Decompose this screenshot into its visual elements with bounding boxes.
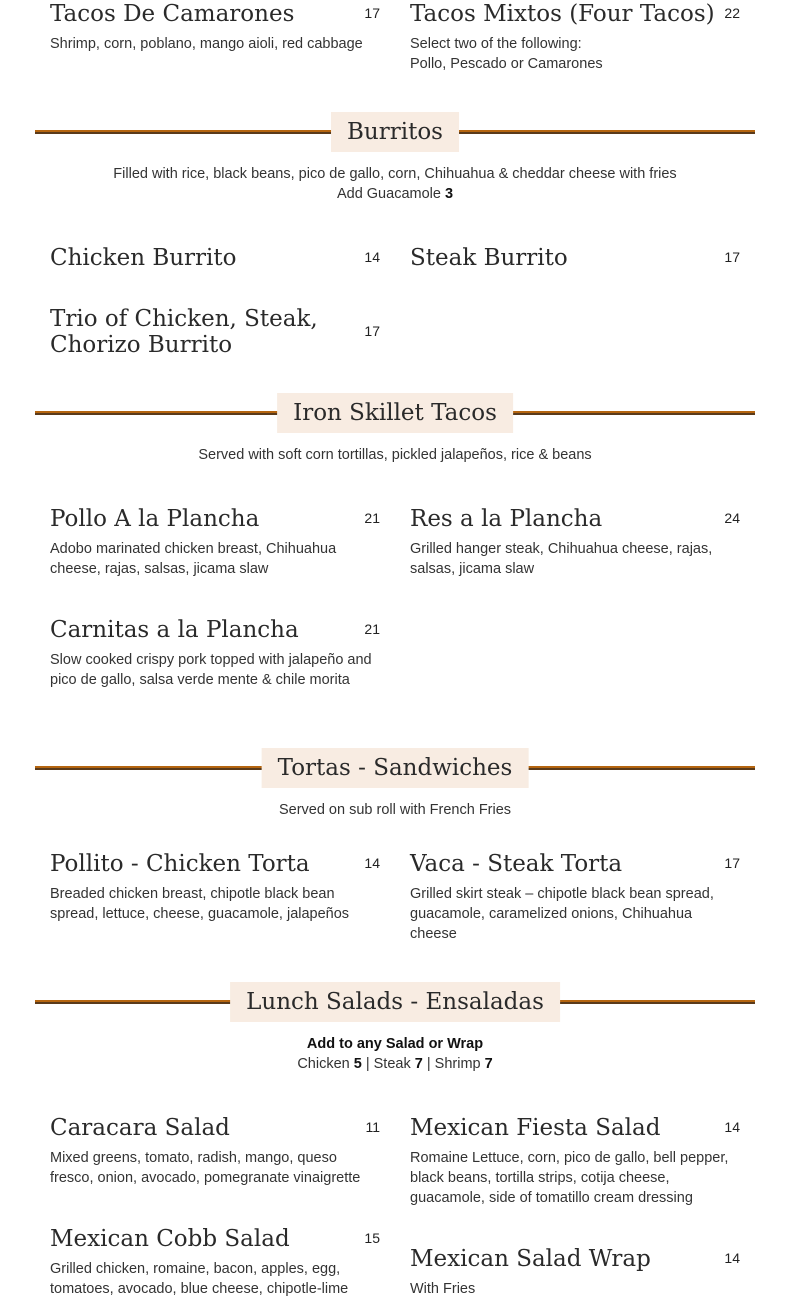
- addon-shrimp-label: | Shrimp: [422, 1056, 485, 1072]
- item-name: Chicken Burrito: [50, 245, 237, 271]
- addon-chicken-label: Chicken: [297, 1056, 354, 1072]
- item-price: 24: [724, 510, 740, 526]
- item-description: Shrimp, corn, poblano, mango aioli, red cabbage: [50, 36, 363, 52]
- item-name: Caracara Salad: [50, 1115, 230, 1141]
- item-name: Tacos Mixtos (Four Tacos): [410, 1, 715, 27]
- item-description: Mixed greens, tomato, radish, mango, queso fresco, onion, avocado, pomegranate vinaigrette: [50, 1150, 361, 1186]
- section-header-iron-skillet-tacos: [35, 393, 755, 433]
- menu-item-mexican-fiesta-salad: [410, 1115, 740, 1208]
- note-text: Add Guacamole: [336, 186, 445, 202]
- menu-item-trio-burrito: [50, 306, 380, 358]
- note-line: [35, 184, 755, 204]
- item-price: 14: [724, 1119, 740, 1135]
- item-name: Steak Burrito: [410, 245, 568, 271]
- item-name: Res a la Plancha: [410, 506, 603, 532]
- section-note-tortas: Served on sub roll with French Fries: [278, 802, 512, 818]
- item-name: Carnitas a la Plancha: [50, 617, 299, 643]
- menu-item-pollo-plancha: [50, 506, 380, 579]
- section-title: Iron Skillet Tacos: [277, 393, 513, 433]
- section-note-burritos: [35, 164, 755, 204]
- menu-item-carnitas-plancha: [50, 617, 380, 690]
- item-price: 15: [364, 1230, 380, 1246]
- item-description: Romaine Lettuce, corn, pico de gallo, bell pepper, black beans, tortilla strips, cotija cheese, guacamole, side of tomatillo cream dressing: [410, 1150, 729, 1206]
- menu-item-mexican-cobb-salad: [50, 1226, 380, 1299]
- addon-shrimp-price: 7: [484, 1056, 493, 1072]
- item-description: [410, 34, 740, 74]
- menu-item-res-plancha: [410, 506, 740, 579]
- section-title: Tortas - Sandwiches: [262, 748, 529, 788]
- note-heading-text: Add to any Salad or Wrap: [306, 1036, 484, 1052]
- item-price: 14: [724, 1250, 740, 1266]
- item-description: Grilled chicken, romaine, bacon, apples, egg, tomatoes, avocado, blue cheese, chipotle-lime: [50, 1261, 349, 1297]
- section-title: Burritos: [331, 112, 459, 152]
- item-price: 17: [724, 249, 740, 265]
- section-title: Lunch Salads - Ensaladas: [230, 982, 560, 1022]
- item-description: Slow cooked crispy pork topped with jalapeño and pico de gallo, salsa verde mente & chile morita: [50, 652, 372, 688]
- menu-item-chicken-burrito: [50, 245, 380, 271]
- item-price: 17: [364, 323, 380, 339]
- item-name: Mexican Cobb Salad: [50, 1226, 290, 1252]
- item-price: 21: [364, 621, 380, 637]
- item-price: 11: [365, 1119, 380, 1135]
- item-name: Tacos De Camarones: [50, 1, 295, 27]
- section-header-lunch-salads: [35, 982, 755, 1022]
- section-note-salads: [35, 1034, 755, 1074]
- addon-chicken-price: 5: [353, 1056, 362, 1072]
- item-price: 17: [724, 855, 740, 871]
- note-line: Filled with rice, black beans, pico de gallo, corn, Chihuahua & cheddar cheese with fries: [113, 166, 677, 182]
- menu-item-mexican-salad-wrap: [410, 1246, 740, 1299]
- menu-item-vaca-torta: [410, 851, 740, 944]
- section-note-skillet: Served with soft corn tortillas, pickled jalapeños, rice & beans: [198, 447, 592, 463]
- item-name: Trio of Chicken, Steak, Chorizo Burrito: [50, 306, 318, 358]
- menu-item-steak-burrito: [410, 245, 740, 271]
- item-description-line: Pollo, Pescado or Camarones: [410, 56, 603, 72]
- note-price: 3: [444, 186, 454, 202]
- menu-item-tacos-de-camarones: [50, 1, 380, 54]
- item-name: Mexican Salad Wrap: [410, 1246, 651, 1272]
- item-description: Grilled skirt steak – chipotle black bean spread, guacamole, caramelized onions, Chihuahua cheese: [410, 886, 714, 942]
- addon-steak-label: | Steak: [361, 1056, 415, 1072]
- item-description: Grilled hanger steak, Chihuahua cheese, rajas, salsas, jicama slaw: [410, 541, 713, 577]
- item-description: Adobo marinated chicken breast, Chihuahua cheese, rajas, salsas, jicama slaw: [50, 541, 337, 577]
- item-name: Vaca - Steak Torta: [410, 851, 623, 877]
- note-heading: [35, 1034, 755, 1054]
- item-price: 14: [364, 249, 380, 265]
- item-name: Pollo A la Plancha: [50, 506, 260, 532]
- item-description: With Fries: [410, 1281, 476, 1297]
- item-price: 17: [364, 5, 380, 21]
- menu-item-pollito-torta: [50, 851, 380, 924]
- item-description-line: Select two of the following:: [410, 36, 582, 52]
- section-header-tortas: [35, 748, 755, 788]
- section-header-burritos: [35, 112, 755, 152]
- item-price: 14: [364, 855, 380, 871]
- item-name: Mexican Fiesta Salad: [410, 1115, 661, 1141]
- note-addons: [35, 1054, 755, 1074]
- menu-item-caracara-salad: [50, 1115, 380, 1188]
- addon-steak-price: 7: [414, 1056, 423, 1072]
- item-name: Pollito - Chicken Torta: [50, 851, 310, 877]
- menu-item-tacos-mixtos: [410, 1, 740, 74]
- item-price: 22: [724, 5, 740, 21]
- item-description: Breaded chicken breast, chipotle black bean spread, lettuce, cheese, guacamole, jalapeños: [50, 886, 350, 922]
- item-price: 21: [364, 510, 380, 526]
